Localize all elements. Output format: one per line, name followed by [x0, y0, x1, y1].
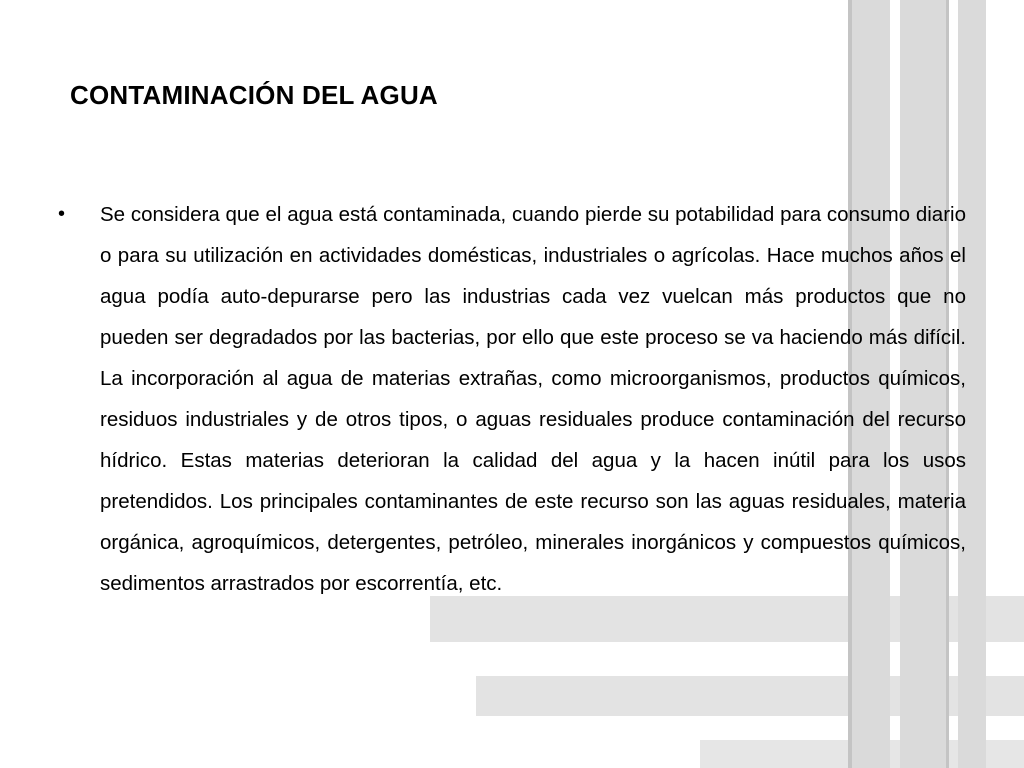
bullet-paragraph: Se considera que el agua está contaminada, cuando pierde su potabilidad para consumo diario o para su utilización en actividades domésticas, industriales o agrícolas. Hace muchos años el agua podía auto-depurarse pero las industrias cada vez vuelcan más productos que no pueden ser degradados por las bacterias, por ello que este proceso se va haciendo más difícil. La incorporación al agua de materias extrañas, como microorganismos, productos químicos, residuos industriales y de otros tipos, o aguas residuales produce contaminación del recurso hídrico. Estas materias deterioran la calidad del agua y la hacen inútil para los usos pretendidos. Los principales contaminantes de este recurso son las aguas residuales, materia orgánica, agroquímicos, detergentes, petróleo, minerales inorgánicos y compuestos químicos, sedimentos arrastrados por escorrentía, etc. — [100, 203, 966, 595]
bullet-marker: • — [58, 203, 66, 225]
slide-title: CONTAMINACIÓN DEL AGUA — [70, 80, 438, 110]
